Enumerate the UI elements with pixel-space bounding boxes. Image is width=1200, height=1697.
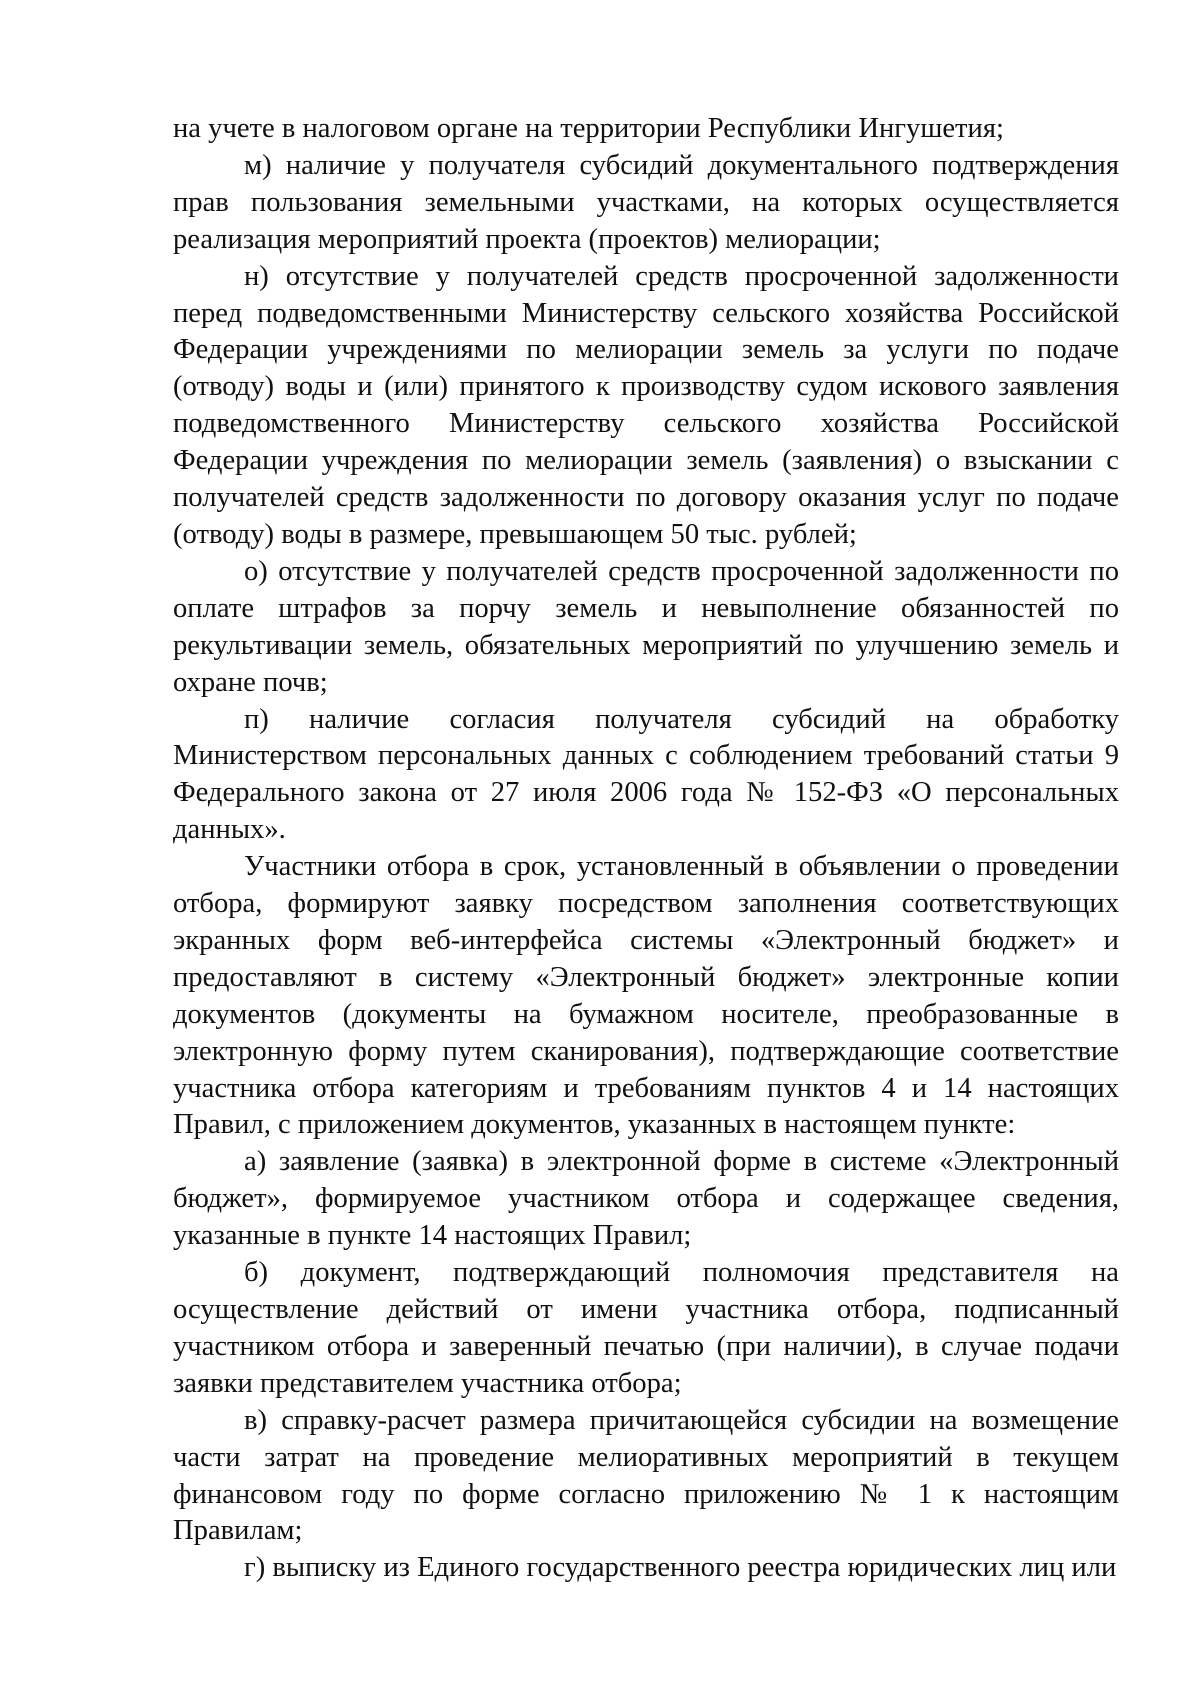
paragraph-item-g: г) выписку из Единого государственного реестра юридических лиц или [244, 1552, 1117, 1584]
paragraph-item-a: а) заявление (заявка) в электронной форме в системе «Электронный бюджет», формируемое участником отбора и содержащее сведения, указанные в пункте 14 настоящих Правил; [173, 1146, 1119, 1252]
paragraph-continuation: на учете в налоговом органе на территории Республики Ингушетия; [173, 113, 1004, 144]
paragraph-item-n: н) отсутствие у получателей средств просроченной задолженности перед подведомственными Министерству сельского хозяйства Российской Федерации учреждениями по мелиорации земель за услуги по подаче (отводу) воды и (или) принятого к производству судом искового заявления подведомственного Министерству сельского хозяйства Российской Федерации учреждения по мелиорации земель (заявления) о взыскании с получателей средств задолженности по договору оказания услуг по подаче (отводу) воды в размере, превышающем 50 тыс. рублей; [173, 260, 1119, 550]
paragraph-item-p: п) наличие согласия получателя субсидий на обработку Министерством персональных данных с соблюдением требований статьи 9 Федерального закона от 27 июля 2006 года № 152-ФЗ «О персональных данных». [173, 703, 1119, 846]
paragraph-item-b: б) документ, подтверждающий полномочия представителя на осуществление действий от имени участника отбора, подписанный участником отбора и заверенный печатью (при наличии), в случае подачи заявки представителем участника отбора; [173, 1257, 1119, 1399]
paragraph-participants: Участники отбора в срок, установленный в объявлении о проведении отбора, формируют заявку посредством заполнения соответствующих экранных форм веб-интерфейса системы «Электронный бюджет» и предоставляют в систему «Электронный бюджет» электронные копии документов (документы на бумажном носителе, преобразованные в электронную форму путем сканирования), подтверждающие соответствие участника отбора категориям и требованиям пунктов 4 и 14 настоящих Правил, с приложением документов, указанных в настоящем пункте: [173, 851, 1119, 1141]
paragraph-item-v: в) справку-расчет размера причитающейся субсидии на возмещение части затрат на проведение мелиоративных мероприятий в текущем финансовом году по форме согласно приложению № 1 к настоящим Правилам; [173, 1404, 1119, 1547]
paragraph-item-o: о) отсутствие у получателей средств просроченной задолженности по оплате штрафов за порчу земель и невыполнение обязанностей по рекультивации земель, обязательных мероприятий по улучшению земель и охране почв; [173, 555, 1119, 698]
paragraph-item-m: м) наличие у получателя субсидий документального подтверждения прав пользования земельными участками, на которых осуществляется реализация мероприятий проекта (проектов) мелиорации; [173, 149, 1119, 255]
document-page [173, 111, 1119, 1587]
